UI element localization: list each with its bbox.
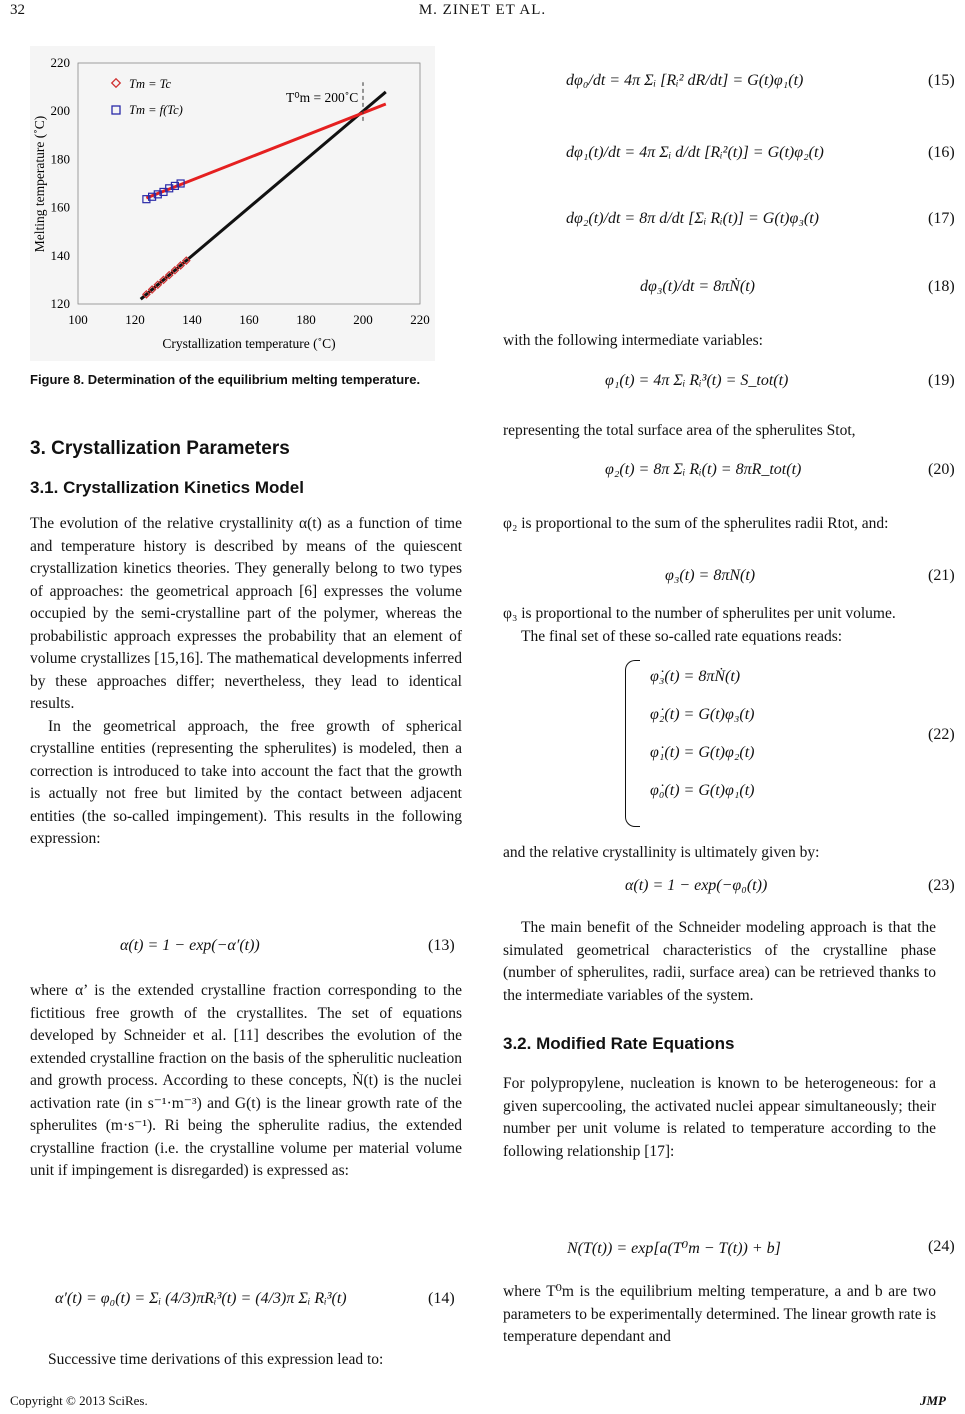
equation-number: (20)	[928, 461, 955, 478]
section-heading-3-1: 3.1. Crystallization Kinetics Model	[30, 478, 304, 497]
x-tick-label: 220	[410, 312, 430, 327]
y-tick-label: 200	[50, 103, 70, 119]
equation-number: (18)	[928, 278, 955, 295]
equation-number: (19)	[928, 372, 955, 389]
paragraph: and the relative crystallinity is ultimately given by:	[503, 844, 820, 861]
x-tick-label: 120	[125, 312, 145, 327]
figure-caption: Figure 8. Determination of the equilibrium melting temperature.	[30, 372, 421, 387]
x-axis-label: Crystallization temperature (˚C)	[162, 336, 336, 351]
paragraph: Successive time derivations of this expression lead to:	[48, 1351, 384, 1368]
paragraph: In the geometrical approach, the free growth of spherical crystalline entities (representing the spherulites) is modeled, then a correction is introduced to take into account the fact that the growth is actually not free but limited by the contact between adjacent entities (the so-called impingement). This results in the following expression:	[30, 717, 462, 847]
section-heading-3-2: 3.2. Modified Rate Equations	[503, 1034, 735, 1053]
x-tick-label: 180	[296, 312, 316, 327]
paragraph: For polypropylene, nucleation is known to be heterogeneous: for a given supercooling, the activated nuclei appear simultaneously; their number per unit volume is related to temperature according to the following relationship [17]:	[503, 1075, 936, 1160]
paragraph: where T⁰m is the equilibrium melting temperature, a and b are two parameters to be experimentally determined. The linear growth rate is temperature dependant and	[503, 1283, 936, 1345]
melting-temperature-chart	[30, 46, 435, 361]
y-tick-label: 140	[50, 247, 70, 263]
equation-16: dφ₁(t)/dt = 4π Σᵢ d/dt [Rᵢ²(t)] = G(t)φ₂(t)	[566, 144, 824, 161]
equation-23: α(t) = 1 − exp(−φ₀(t))	[625, 877, 768, 894]
journal-name: JMP	[920, 1393, 946, 1408]
section-heading-3: 3. Crystallization Parameters	[30, 438, 290, 459]
paragraph: representing the total surface area of the spherulites Stot,	[503, 422, 856, 439]
copyright-notice: Copyright © 2013 SciRes.	[10, 1393, 148, 1408]
equation-number: (15)	[928, 72, 955, 89]
equation-20: φ₂(t) = 8π Σᵢ Rᵢ(t) = 8πR_tot(t)	[605, 461, 802, 478]
equation-number: (14)	[428, 1290, 455, 1307]
equilibrium-annotation: T⁰m = 200˚C	[286, 90, 359, 105]
equation-number: (21)	[928, 567, 955, 584]
equation-22-line: φ̇₁(t) = G(t)φ₂(t)	[650, 744, 755, 761]
x-tick-label: 160	[239, 312, 259, 327]
y-tick-label: 220	[50, 55, 70, 70]
legend-label-1: Tm = Tc	[129, 77, 172, 91]
paragraph: The evolution of the relative crystallinity α(t) as a function of time and temperature history is described by means of the quiescent crystallization kinetics theories. They generally belong to two types of approaches: the geometrical approach [6] expresses the volume occupied by the semi-crystalline part of the polymer, whereas the probabilistic approach expresses the probability that an element of volume crystallizes [15,16]. The mathematical developments inferred by these approaches differ; nevertheless, they lead to identical results.	[30, 515, 462, 712]
equation-18: dφ₃(t)/dt = 8πṄ(t)	[640, 278, 755, 295]
x-tick-label: 140	[182, 312, 202, 327]
chart-background	[30, 46, 435, 361]
equation-number: (13)	[428, 937, 455, 954]
y-axis-label: Melting temperature (˚C)	[32, 115, 47, 253]
equation-15: dφ₀/dt = 4π Σᵢ [Rᵢ² dR/dt] = G(t)φ₁(t)	[566, 72, 804, 89]
equation-24: N(T(t)) = exp[a(T⁰m − T(t)) + b]	[567, 1240, 781, 1257]
paragraph: The main benefit of the Schneider modeling approach is that the simulated geometrical characteristics of the crystalline phase (number of spherulites, radii, surface area) can be retrieved thanks to the intermediate variables of the system.	[503, 919, 936, 1004]
equation-22-line: φ̇₃(t) = 8πṄ(t)	[650, 668, 741, 685]
equation-brace	[625, 660, 640, 827]
equation-17: dφ₂(t)/dt = 8π d/dt [Σᵢ Rᵢ(t)] = G(t)φ₃(t)	[566, 210, 819, 227]
page-header	[0, 2, 965, 24]
page-number: 32	[10, 2, 25, 18]
equation-number: (16)	[928, 144, 955, 161]
equation-number: (24)	[928, 1238, 955, 1255]
y-tick-label: 120	[50, 296, 70, 311]
y-tick-label: 180	[50, 151, 70, 167]
equation-13: α(t) = 1 − exp(−α′(t))	[120, 937, 260, 954]
equation-number: (23)	[928, 877, 955, 894]
x-tick-label: 200	[353, 312, 373, 327]
paragraph: φ₂ is proportional to the sum of the spherulites radii Rtot, and:	[503, 515, 889, 532]
equation-22-line: φ̇₂(t) = G(t)φ₃(t)	[650, 706, 755, 723]
legend-label-2: Tm = f(Tc)	[129, 103, 183, 117]
equation-22-line: φ̇₀(t) = G(t)φ₁(t)	[650, 782, 755, 799]
paragraph: with the following intermediate variables:	[503, 332, 763, 349]
running-head: M. ZINET ET AL.	[418, 2, 547, 18]
x-tick-label: 100	[68, 312, 88, 327]
paragraph: The final set of these so-called rate equations reads:	[521, 627, 843, 645]
equation-number: (17)	[928, 210, 955, 227]
equation-number: (22)	[928, 726, 955, 743]
equation-21: φ₃(t) = 8πN(t)	[665, 567, 756, 584]
paragraph: where α’ is the extended crystalline fraction corresponding to the fictitious free growth of the crystallites. The set of equations developed by Schneider et al. [11] describes the evolution of the extended crystalline fraction on the basis of the spherulitic nucleation and growth process. According to these concepts, Ṅ(t) is the nuclei activation rate (in s⁻¹·m⁻³) and G(t) is the linear growth rate of the spherulites (m·s⁻¹). Ri being the spherulite radius, the extended crystalline fraction (i.e. the crystalline volume per material volume unit if impingement is disregarded) is expressed as:	[30, 982, 462, 1179]
equation-14: α′(t) = φ₀(t) = Σᵢ (4/3)πRᵢ³(t) = (4/3)π Σᵢ Rᵢ³(t)	[55, 1290, 347, 1307]
equation-19: φ₁(t) = 4π Σᵢ Rᵢ³(t) = S_tot(t)	[605, 372, 789, 389]
y-tick-label: 160	[50, 199, 70, 215]
paragraph: φ₃ is proportional to the number of spherulites per unit volume.	[503, 605, 896, 622]
